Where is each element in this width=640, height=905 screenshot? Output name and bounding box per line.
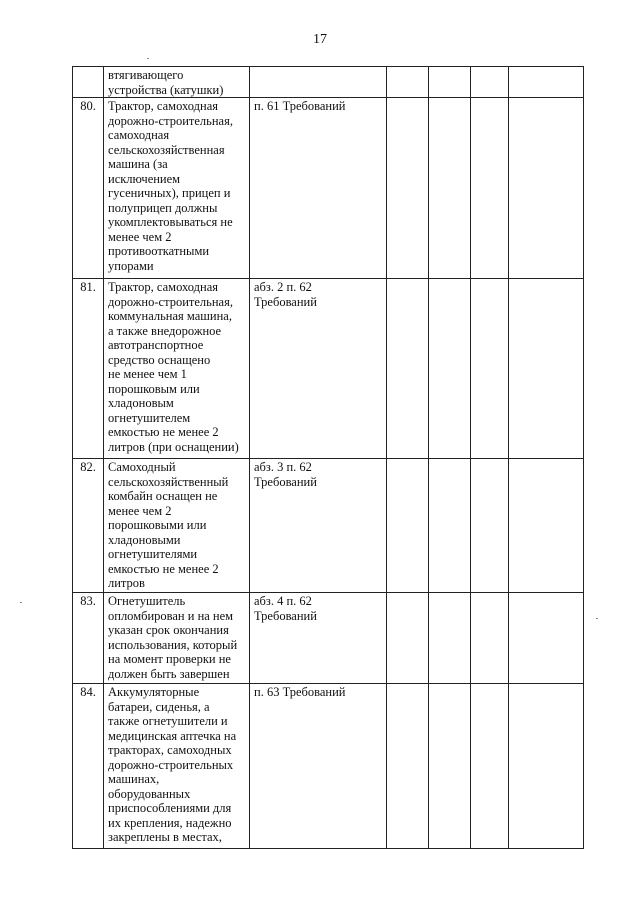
empty-cell: [429, 98, 471, 279]
page-number: 17: [313, 32, 327, 47]
table-row: [73, 459, 584, 593]
empty-cell: [509, 279, 584, 459]
empty-cell: [509, 459, 584, 593]
empty-cell: [429, 684, 471, 849]
empty-cell: [471, 684, 509, 849]
empty-cell: [387, 459, 429, 593]
requirement-text: Трактор, самоходная дорожно-строительная, самоходная сельскохозяйственная машина (за исключением гусеничных), прицеп и полуприцеп должны укомплектовываться не менее чем 2 противооткатными упорами: [104, 98, 250, 279]
empty-cell: [387, 593, 429, 684]
reference-text: абз. 4 п. 62 Требований: [250, 593, 387, 684]
scan-speck: [596, 618, 598, 619]
empty-cell: [387, 67, 429, 98]
requirement-text: Самоходный сельскохозяйственный комбайн оснащен не менее чем 2 порошковыми или хладоновыми огнетушителями емкостью не менее 2 литров: [104, 459, 250, 593]
requirement-text: Трактор, самоходная дорожно-строительная, коммунальная машина, а также внедорожное автотранспортное средство оснащено не менее чем 1 порошковым или хладоновым огнетушителем емкостью не менее 2 литров (при оснащении): [104, 279, 250, 459]
empty-cell: [509, 67, 584, 98]
reference-text: п. 63 Требований: [250, 684, 387, 849]
empty-cell: [471, 98, 509, 279]
empty-cell: [509, 593, 584, 684]
table-row: [73, 98, 584, 279]
reference-text: абз. 3 п. 62 Требований: [250, 459, 387, 593]
empty-cell: [471, 279, 509, 459]
empty-cell: [471, 459, 509, 593]
table-row: [73, 279, 584, 459]
empty-cell: [429, 593, 471, 684]
requirement-text: Аккумуляторные батареи, сиденья, а также огнетушители и медицинская аптечка на тракторах, самоходных дорожно-строительных машинах, оборудованных приспособлениями для их крепления, надежно закреплены в местах,: [104, 684, 250, 849]
empty-cell: [429, 67, 471, 98]
row-number: 80.: [73, 98, 104, 279]
empty-cell: [387, 98, 429, 279]
table-row: [73, 684, 584, 849]
empty-cell: [471, 593, 509, 684]
reference-text: абз. 2 п. 62 Требований: [250, 279, 387, 459]
empty-cell: [387, 279, 429, 459]
reference-text: [250, 67, 387, 98]
empty-cell: [429, 459, 471, 593]
row-number: 82.: [73, 459, 104, 593]
table-row: [73, 67, 584, 98]
empty-cell: [429, 279, 471, 459]
scan-speck: [147, 58, 149, 59]
requirement-text: Огнетушитель опломбирован и на нем указан срок окончания использования, который на момент проверки не должен быть завершен: [104, 593, 250, 684]
row-number: [73, 67, 104, 98]
row-number: 84.: [73, 684, 104, 849]
row-number: 81.: [73, 279, 104, 459]
empty-cell: [387, 684, 429, 849]
empty-cell: [509, 684, 584, 849]
requirements-table: [72, 66, 584, 849]
empty-cell: [471, 67, 509, 98]
empty-cell: [509, 98, 584, 279]
scan-speck: [20, 602, 22, 603]
row-number: 83.: [73, 593, 104, 684]
table-row: [73, 593, 584, 684]
requirement-text: втягивающего устройства (катушки): [104, 67, 250, 98]
reference-text: п. 61 Требований: [250, 98, 387, 279]
